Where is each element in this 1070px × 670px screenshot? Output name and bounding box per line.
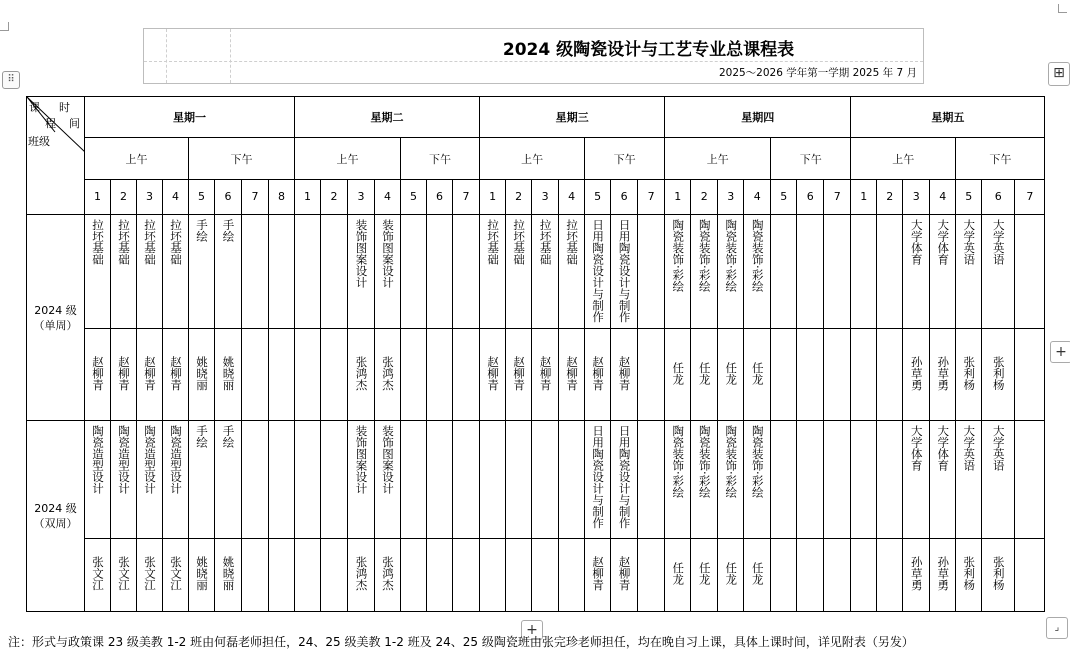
table-resize-handle-icon[interactable]: ⌟	[1046, 617, 1068, 639]
table-move-handle-icon[interactable]: ⠿	[2, 71, 20, 89]
teacher-cell	[453, 329, 480, 421]
subject-name: 装饰图案设计	[354, 219, 369, 288]
teacher-name: 赵柳青	[591, 355, 606, 391]
teacher-cell	[1015, 329, 1045, 421]
subject-cell	[375, 421, 401, 539]
corner-label-time: 时	[59, 101, 70, 114]
teacher-name: 赵柳青	[117, 355, 131, 391]
subject-cell	[137, 215, 163, 329]
subject-name: 陶瓷装饰·彩绘	[724, 219, 739, 292]
pm-header: 下午	[189, 138, 295, 179]
teacher-cell	[797, 539, 824, 612]
teacher-name: 孙草勇	[936, 355, 951, 391]
subject-cell	[638, 421, 665, 539]
subject-cell	[163, 421, 189, 539]
subject-name: 陶瓷装饰·彩绘	[697, 219, 712, 292]
page-corner-mark	[0, 22, 9, 31]
subject-name: 拉坯基础	[143, 219, 157, 265]
teacher-cell	[771, 329, 797, 421]
teacher-cell	[824, 539, 851, 612]
teacher-cell	[85, 329, 111, 421]
teacher-name: 张文江	[117, 556, 131, 591]
subject-cell	[137, 421, 163, 539]
teacher-name: 赵柳青	[617, 355, 632, 391]
subject-cell	[851, 421, 877, 539]
teacher-cell	[163, 539, 189, 612]
period-number: 4	[930, 179, 956, 214]
subject-name: 大学体育	[936, 425, 951, 471]
teacher-cell	[851, 329, 877, 421]
subject-cell	[956, 421, 982, 539]
period-number: 2	[506, 179, 532, 214]
corner-label-range: 程	[45, 117, 56, 130]
subject-cell	[480, 215, 506, 329]
teacher-name: 张利杨	[962, 355, 977, 391]
teacher-name: 任龙	[697, 361, 712, 385]
period-number: 5	[585, 179, 611, 214]
teacher-name: 张鸿杰	[381, 556, 395, 591]
teacher-cell	[585, 329, 611, 421]
subject-cell	[321, 421, 348, 539]
pm-header: 下午	[956, 138, 1045, 179]
subject-cell	[744, 215, 771, 329]
period-number: 5	[956, 179, 982, 214]
teacher-cell	[665, 539, 691, 612]
subject-name: 陶瓷装饰·彩绘	[750, 425, 765, 498]
teacher-name: 任龙	[724, 361, 739, 385]
subject-name: 日用陶瓷设计与制作	[591, 219, 606, 323]
teacher-cell	[189, 329, 215, 421]
teacher-cell	[532, 329, 559, 421]
teacher-name: 任龙	[750, 361, 765, 385]
period-number: 6	[427, 179, 453, 214]
subject-cell	[771, 421, 797, 539]
subject-cell	[956, 215, 982, 329]
subject-cell	[295, 421, 321, 539]
subject-cell	[665, 215, 691, 329]
subject-cell	[611, 421, 638, 539]
subject-name: 手绘	[221, 219, 236, 242]
subject-cell	[401, 215, 427, 329]
page-subtitle: 2025～2026 学年第一学期 2025 年 7 月	[718, 67, 917, 79]
period-number: 1	[665, 179, 691, 214]
corner-label-course: 课	[29, 101, 40, 114]
corner-label-class: 班级	[28, 135, 50, 148]
class-name: 2024 级 （单周）	[27, 215, 85, 421]
subject-cell	[163, 215, 189, 329]
teacher-cell	[824, 329, 851, 421]
teacher-cell	[137, 329, 163, 421]
period-number: 2	[691, 179, 718, 214]
teacher-cell	[638, 329, 665, 421]
period-number: 7	[453, 179, 480, 214]
subject-name: 拉坯基础	[117, 219, 131, 265]
subject-cell	[453, 215, 480, 329]
subject-cell	[242, 215, 269, 329]
subject-cell	[982, 421, 1015, 539]
subject-cell	[401, 421, 427, 539]
subject-cell	[506, 421, 532, 539]
teacher-name: 姚晓丽	[221, 556, 236, 591]
subject-cell	[427, 421, 453, 539]
subject-cell	[269, 421, 295, 539]
period-number: 8	[269, 179, 295, 214]
subject-name: 陶瓷造型设计	[169, 425, 183, 494]
teacher-cell	[321, 539, 348, 612]
subject-cell	[111, 215, 137, 329]
teacher-cell	[163, 329, 189, 421]
teacher-cell	[401, 329, 427, 421]
period-number: 1	[295, 179, 321, 214]
subject-cell	[321, 215, 348, 329]
side-panel-icon[interactable]: ⊞	[1048, 62, 1070, 86]
subject-cell	[824, 421, 851, 539]
teacher-name: 任龙	[671, 562, 686, 585]
subject-name: 日用陶瓷设计与制作	[591, 425, 606, 529]
subject-name: 日用陶瓷设计与制作	[617, 219, 632, 323]
subject-cell	[348, 215, 375, 329]
teacher-name: 赵柳青	[486, 355, 501, 391]
period-number: 4	[744, 179, 771, 214]
teacher-cell	[215, 329, 242, 421]
subject-cell	[295, 215, 321, 329]
subject-name: 大学英语	[991, 219, 1006, 265]
subject-cell	[506, 215, 532, 329]
period-number: 5	[771, 179, 797, 214]
period-number: 3	[903, 179, 930, 214]
subject-cell	[877, 421, 903, 539]
day-header: 星期五	[851, 97, 1045, 138]
period-number: 2	[877, 179, 903, 214]
teacher-cell	[665, 329, 691, 421]
subject-name: 大学英语	[962, 425, 977, 471]
subject-cell	[189, 215, 215, 329]
teacher-cell	[930, 539, 956, 612]
teacher-cell	[877, 329, 903, 421]
subject-name: 日用陶瓷设计与制作	[617, 425, 632, 529]
subject-cell	[269, 215, 295, 329]
teacher-name: 张利杨	[991, 556, 1006, 591]
subject-name: 陶瓷造型设计	[91, 425, 105, 494]
period-number: 1	[480, 179, 506, 214]
teacher-name: 赵柳青	[591, 556, 606, 591]
teacher-name: 孙草勇	[936, 556, 951, 591]
teacher-cell	[269, 329, 295, 421]
teacher-name: 张文江	[169, 556, 183, 591]
teacher-cell	[269, 539, 295, 612]
teacher-cell	[215, 539, 242, 612]
footnote: 注：形式与政策课 23 级美教 1-2 班由何磊老师担任，24、25 级美教 1-2 班及 24、25 级陶瓷班由张完珍老师担任，均在晚自习上课，具体上课时间，详见附表（另发）	[8, 635, 914, 649]
add-row-button[interactable]: +	[521, 620, 543, 640]
am-header: 上午	[851, 138, 956, 179]
period-number: 3	[718, 179, 744, 214]
subject-name: 手绘	[221, 425, 236, 448]
subject-name: 陶瓷装饰·彩绘	[671, 425, 686, 498]
period-number: 6	[797, 179, 824, 214]
teacher-cell	[930, 329, 956, 421]
teacher-name: 张文江	[143, 556, 157, 591]
teacher-cell	[797, 329, 824, 421]
teacher-cell	[295, 329, 321, 421]
subject-cell	[903, 215, 930, 329]
teacher-cell	[375, 329, 401, 421]
teacher-cell	[903, 539, 930, 612]
teacher-cell	[321, 329, 348, 421]
subject-cell	[532, 215, 559, 329]
teacher-name: 赵柳青	[565, 355, 580, 391]
subject-cell	[1015, 421, 1045, 539]
teacher-name: 姚晓丽	[195, 355, 209, 391]
subject-name: 装饰图案设计	[381, 425, 395, 494]
subject-cell	[797, 421, 824, 539]
teacher-name: 赵柳青	[617, 556, 632, 591]
teacher-cell	[771, 539, 797, 612]
class-name: 2024 级 （双周）	[27, 421, 85, 612]
teacher-name: 孙草勇	[909, 355, 924, 391]
subject-name: 手绘	[195, 219, 209, 242]
subject-name: 拉坯基础	[486, 219, 501, 265]
subject-cell	[665, 421, 691, 539]
day-header: 星期一	[85, 97, 295, 138]
teacher-name: 赵柳青	[91, 355, 105, 391]
subject-name: 大学体育	[909, 425, 924, 471]
subject-cell	[718, 421, 744, 539]
subject-cell	[797, 215, 824, 329]
teacher-cell	[956, 329, 982, 421]
period-number: 7	[1015, 179, 1045, 214]
teacher-cell	[691, 539, 718, 612]
subject-name: 陶瓷装饰·彩绘	[697, 425, 712, 498]
teacher-cell	[189, 539, 215, 612]
add-column-button[interactable]: +	[1050, 341, 1070, 363]
teacher-cell	[506, 539, 532, 612]
teacher-cell	[375, 539, 401, 612]
subject-cell	[1015, 215, 1045, 329]
teacher-name: 姚晓丽	[195, 556, 209, 591]
teacher-name: 赵柳青	[169, 355, 183, 391]
teacher-name: 孙草勇	[909, 556, 924, 591]
teacher-cell	[85, 539, 111, 612]
subject-cell	[215, 215, 242, 329]
teacher-cell	[242, 329, 269, 421]
subject-cell	[375, 215, 401, 329]
teacher-cell	[427, 329, 453, 421]
subject-cell	[877, 215, 903, 329]
subject-cell	[744, 421, 771, 539]
period-number: 5	[189, 179, 215, 214]
teacher-cell	[137, 539, 163, 612]
period-number: 7	[824, 179, 851, 214]
teacher-cell	[506, 329, 532, 421]
subject-cell	[903, 421, 930, 539]
teacher-cell	[903, 329, 930, 421]
subject-cell	[348, 421, 375, 539]
am-header: 上午	[85, 138, 189, 179]
day-header: 星期四	[665, 97, 851, 138]
teacher-name: 张鸿杰	[381, 355, 395, 391]
teacher-cell	[559, 329, 585, 421]
subject-cell	[930, 421, 956, 539]
subject-name: 装饰图案设计	[354, 425, 369, 494]
subject-cell	[189, 421, 215, 539]
teacher-cell	[427, 539, 453, 612]
teacher-name: 任龙	[724, 562, 739, 585]
title-box	[143, 28, 924, 84]
teacher-cell	[718, 329, 744, 421]
subject-cell	[718, 215, 744, 329]
period-number: 2	[111, 179, 137, 214]
period-number: 4	[559, 179, 585, 214]
subject-cell	[585, 421, 611, 539]
subject-cell	[559, 215, 585, 329]
teacher-cell	[982, 329, 1015, 421]
am-header: 上午	[480, 138, 585, 179]
pm-header: 下午	[401, 138, 480, 179]
period-number: 4	[163, 179, 189, 214]
period-number: 3	[137, 179, 163, 214]
subject-name: 陶瓷造型设计	[117, 425, 131, 494]
subject-name: 陶瓷造型设计	[143, 425, 157, 494]
period-number: 7	[242, 179, 269, 214]
teacher-cell	[532, 539, 559, 612]
subject-name: 拉坯基础	[91, 219, 105, 265]
teacher-name: 张鸿杰	[354, 556, 369, 591]
teacher-name: 任龙	[671, 361, 686, 385]
teacher-name: 张利杨	[962, 556, 977, 591]
subject-cell	[611, 215, 638, 329]
teacher-cell	[111, 539, 137, 612]
period-number: 2	[321, 179, 348, 214]
teacher-cell	[401, 539, 427, 612]
pm-header: 下午	[585, 138, 665, 179]
teacher-cell	[111, 329, 137, 421]
teacher-cell	[559, 539, 585, 612]
period-number: 4	[375, 179, 401, 214]
subject-cell	[559, 421, 585, 539]
subject-cell	[215, 421, 242, 539]
pm-header: 下午	[771, 138, 851, 179]
period-number: 1	[85, 179, 111, 214]
period-number: 3	[532, 179, 559, 214]
teacher-cell	[851, 539, 877, 612]
subject-cell	[982, 215, 1015, 329]
period-number: 6	[611, 179, 638, 214]
period-number: 3	[348, 179, 375, 214]
subject-name: 拉坯基础	[538, 219, 553, 265]
teacher-name: 姚晓丽	[221, 355, 236, 391]
subject-cell	[771, 215, 797, 329]
am-header: 上午	[665, 138, 771, 179]
subject-cell	[824, 215, 851, 329]
teacher-cell	[1015, 539, 1045, 612]
period-number: 7	[638, 179, 665, 214]
subject-cell	[480, 421, 506, 539]
subject-name: 大学体育	[909, 219, 924, 265]
subject-name: 陶瓷装饰·彩绘	[671, 219, 686, 292]
day-header: 星期二	[295, 97, 480, 138]
subject-cell	[691, 215, 718, 329]
subject-cell	[85, 215, 111, 329]
teacher-name: 任龙	[750, 562, 765, 585]
subject-cell	[585, 215, 611, 329]
teacher-name: 张利杨	[991, 355, 1006, 391]
teacher-cell	[982, 539, 1015, 612]
teacher-name: 张鸿杰	[354, 355, 369, 391]
teacher-cell	[744, 329, 771, 421]
teacher-cell	[877, 539, 903, 612]
subject-name: 陶瓷装饰·彩绘	[724, 425, 739, 498]
subject-name: 拉坯基础	[512, 219, 527, 265]
teacher-cell	[242, 539, 269, 612]
teacher-cell	[638, 539, 665, 612]
teacher-cell	[691, 329, 718, 421]
subject-cell	[930, 215, 956, 329]
subject-cell	[453, 421, 480, 539]
teacher-cell	[585, 539, 611, 612]
subject-cell	[427, 215, 453, 329]
teacher-cell	[956, 539, 982, 612]
subject-cell	[85, 421, 111, 539]
teacher-name: 赵柳青	[143, 355, 157, 391]
period-number: 5	[401, 179, 427, 214]
corner-label-between: 间	[69, 117, 80, 130]
subject-name: 装饰图案设计	[381, 219, 395, 288]
teacher-cell	[348, 329, 375, 421]
day-header: 星期三	[480, 97, 665, 138]
teacher-name: 任龙	[697, 562, 712, 585]
teacher-cell	[348, 539, 375, 612]
period-number: 6	[215, 179, 242, 214]
subject-name: 陶瓷装饰·彩绘	[750, 219, 765, 292]
period-number: 1	[851, 179, 877, 214]
subject-cell	[532, 421, 559, 539]
subject-name: 大学英语	[962, 219, 977, 265]
period-number: 6	[982, 179, 1015, 214]
header-corner	[27, 97, 85, 215]
teacher-cell	[480, 329, 506, 421]
subject-cell	[111, 421, 137, 539]
teacher-cell	[480, 539, 506, 612]
am-header: 上午	[295, 138, 401, 179]
subject-name: 手绘	[195, 425, 209, 448]
subject-cell	[242, 421, 269, 539]
teacher-cell	[611, 329, 638, 421]
subject-cell	[851, 215, 877, 329]
subject-name: 拉坯基础	[565, 219, 580, 265]
teacher-name: 赵柳青	[538, 355, 553, 391]
teacher-cell	[744, 539, 771, 612]
teacher-name: 赵柳青	[512, 355, 527, 391]
teacher-cell	[611, 539, 638, 612]
page-corner-mark	[1058, 4, 1067, 13]
teacher-cell	[453, 539, 480, 612]
subject-name: 大学英语	[991, 425, 1006, 471]
teacher-cell	[295, 539, 321, 612]
schedule-table	[26, 96, 1045, 612]
teacher-cell	[718, 539, 744, 612]
subject-cell	[638, 215, 665, 329]
subject-name: 大学体育	[936, 219, 951, 265]
teacher-name: 张文江	[91, 556, 105, 591]
subject-cell	[691, 421, 718, 539]
page-title: 2024 级陶瓷设计与工艺专业总课程表	[502, 40, 795, 60]
subject-name: 拉坯基础	[169, 219, 183, 265]
